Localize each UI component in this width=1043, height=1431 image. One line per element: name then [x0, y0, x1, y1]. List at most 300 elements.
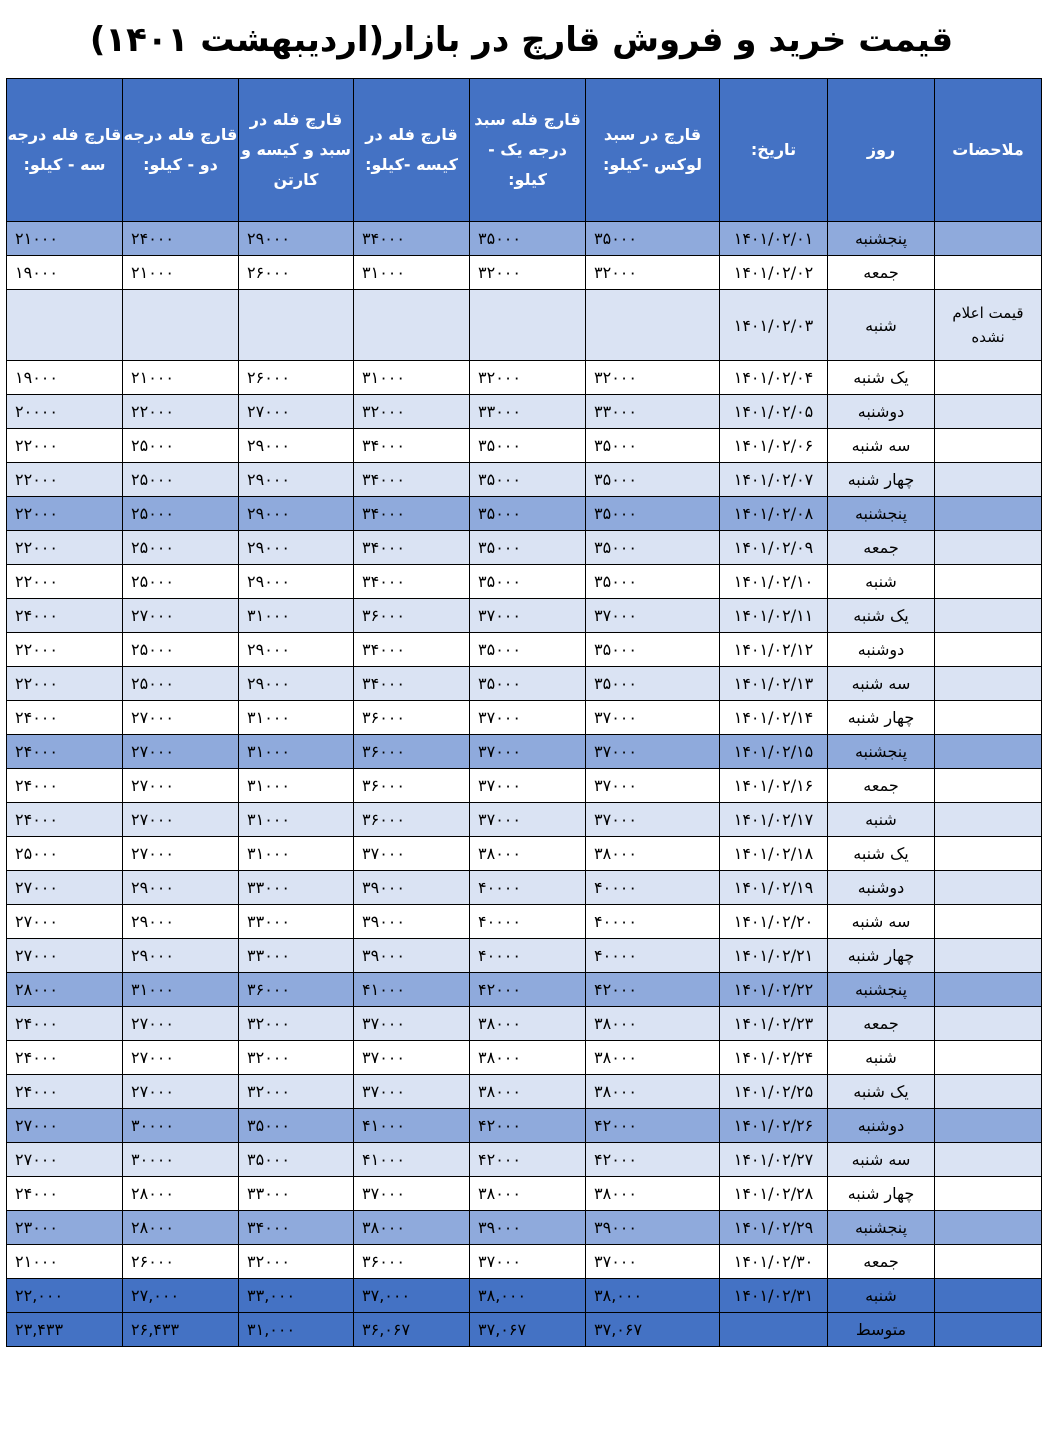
table-row [7, 735, 1042, 769]
cell-grade3: ۲۲۰۰۰ [7, 429, 123, 463]
cell-grade3: ۲۳۰۰۰ [7, 1211, 123, 1245]
cell-lux-basket: ۳۵۰۰۰ [586, 463, 720, 497]
table-row [7, 497, 1042, 531]
cell-bulk-basket-bag-carton: ۳۳۰۰۰ [239, 905, 354, 939]
cell-grade2: ۲۷۰۰۰ [123, 735, 239, 769]
cell-bulk-bag: ۳۷۰۰۰ [354, 837, 470, 871]
cell-lux-basket: ۳۲۰۰۰ [586, 256, 720, 290]
cell-bulk-bag: ۳۶۰۰۰ [354, 803, 470, 837]
cell-notes [935, 633, 1042, 667]
cell-date: ۱۴۰۱/۰۲/۰۸ [720, 497, 828, 531]
cell-date: ۱۴۰۱/۰۲/۱۵ [720, 735, 828, 769]
cell-bulk-basket-bag-carton: ۲۹۰۰۰ [239, 463, 354, 497]
cell-grade3: ۲۲۰۰۰ [7, 667, 123, 701]
cell-notes [935, 769, 1042, 803]
cell-grade3: ۲۲۰۰۰ [7, 497, 123, 531]
cell-date: ۱۴۰۱/۰۲/۰۵ [720, 395, 828, 429]
col-header-bulk-bag: قارچ فله در کیسه -کیلو: [354, 79, 470, 222]
cell-grade1-basket: ۳۲۰۰۰ [470, 361, 586, 395]
cell-grade3: ۲۵۰۰۰ [7, 837, 123, 871]
cell-day: جمعه [828, 256, 935, 290]
cell-grade3: ۲۴۰۰۰ [7, 599, 123, 633]
cell-notes [935, 1075, 1042, 1109]
cell-notes [935, 905, 1042, 939]
cell-notes [935, 939, 1042, 973]
cell-grade3: ۲۲,۰۰۰ [7, 1279, 123, 1313]
cell-bulk-bag: ۳۹۰۰۰ [354, 905, 470, 939]
table-row [7, 565, 1042, 599]
table-row [7, 599, 1042, 633]
cell-day: سه شنبه [828, 429, 935, 463]
cell-notes [935, 565, 1042, 599]
cell-date [720, 1313, 828, 1347]
cell-bulk-basket-bag-carton: ۳۵۰۰۰ [239, 1143, 354, 1177]
cell-day: دوشنبه [828, 871, 935, 905]
average-bulk-basket-bag-carton: ۳۱,۰۰۰ [239, 1313, 354, 1347]
cell-notes [935, 701, 1042, 735]
cell-grade1-basket: ۴۰۰۰۰ [470, 871, 586, 905]
cell-grade3: ۲۲۰۰۰ [7, 565, 123, 599]
cell-day: شنبه [828, 290, 935, 361]
cell-bulk-basket-bag-carton: ۲۹۰۰۰ [239, 667, 354, 701]
cell-bulk-basket-bag-carton: ۳۶۰۰۰ [239, 973, 354, 1007]
cell-day: شنبه [828, 1041, 935, 1075]
cell-date: ۱۴۰۱/۰۲/۰۲ [720, 256, 828, 290]
cell-bulk-basket-bag-carton: ۲۹۰۰۰ [239, 565, 354, 599]
cell-day: چهار شنبه [828, 463, 935, 497]
cell-grade3: ۲۲۰۰۰ [7, 531, 123, 565]
cell-date: ۱۴۰۱/۰۲/۲۳ [720, 1007, 828, 1041]
cell-bulk-bag: ۳۴۰۰۰ [354, 429, 470, 463]
table-row [7, 667, 1042, 701]
cell-date: ۱۴۰۱/۰۲/۲۸ [720, 1177, 828, 1211]
cell-day: شنبه [828, 1279, 935, 1313]
cell-bulk-basket-bag-carton: ۲۹۰۰۰ [239, 497, 354, 531]
cell-bulk-basket-bag-carton: ۳۲۰۰۰ [239, 1245, 354, 1279]
cell-grade2: ۲۹۰۰۰ [123, 905, 239, 939]
cell-lux-basket: ۳۹۰۰۰ [586, 1211, 720, 1245]
cell-date: ۱۴۰۱/۰۲/۰۷ [720, 463, 828, 497]
cell-grade2: ۲۷۰۰۰ [123, 1075, 239, 1109]
col-header-day: روز [828, 79, 935, 222]
cell-lux-basket: ۳۸۰۰۰ [586, 1041, 720, 1075]
cell-bulk-basket-bag-carton: ۳۲۰۰۰ [239, 1007, 354, 1041]
cell-bulk-bag: ۳۴۰۰۰ [354, 222, 470, 256]
table-row [7, 803, 1042, 837]
cell-grade2: ۲۵۰۰۰ [123, 463, 239, 497]
cell-grade3: ۲۱۰۰۰ [7, 1245, 123, 1279]
table-row [7, 531, 1042, 565]
cell-lux-basket: ۴۲۰۰۰ [586, 1109, 720, 1143]
cell-bulk-basket-bag-carton: ۳۱۰۰۰ [239, 803, 354, 837]
cell-lux-basket: ۳۷۰۰۰ [586, 803, 720, 837]
cell-lux-basket: ۳۸۰۰۰ [586, 1075, 720, 1109]
cell-grade3: ۲۴۰۰۰ [7, 1041, 123, 1075]
cell-date: ۱۴۰۱/۰۲/۱۴ [720, 701, 828, 735]
cell-day: چهار شنبه [828, 1177, 935, 1211]
cell-grade1-basket: ۳۸,۰۰۰ [470, 1279, 586, 1313]
average-bulk-bag: ۳۶,۰۶۷ [354, 1313, 470, 1347]
cell-bulk-bag: ۳۷۰۰۰ [354, 1075, 470, 1109]
cell-grade2: ۳۰۰۰۰ [123, 1143, 239, 1177]
cell-bulk-basket-bag-carton: ۲۹۰۰۰ [239, 222, 354, 256]
cell-grade1-basket: ۳۵۰۰۰ [470, 633, 586, 667]
cell-grade1-basket: ۳۵۰۰۰ [470, 565, 586, 599]
cell-grade1-basket: ۳۵۰۰۰ [470, 463, 586, 497]
col-header-grade1-basket: قارچ فله سبد درجه یک - کیلو: [470, 79, 586, 222]
cell-notes [935, 1279, 1042, 1313]
cell-day: پنجشنبه [828, 735, 935, 769]
cell-bulk-basket-bag-carton: ۳۱۰۰۰ [239, 837, 354, 871]
cell-grade2: ۲۶۰۰۰ [123, 1245, 239, 1279]
cell-date: ۱۴۰۱/۰۲/۱۱ [720, 599, 828, 633]
cell-bulk-basket-bag-carton [239, 290, 354, 361]
cell-lux-basket: ۳۳۰۰۰ [586, 395, 720, 429]
cell-grade3: ۲۷۰۰۰ [7, 905, 123, 939]
cell-date: ۱۴۰۱/۰۲/۱۲ [720, 633, 828, 667]
average-lux-basket: ۳۷,۰۶۷ [586, 1313, 720, 1347]
average-row [7, 1313, 1042, 1347]
table-row [7, 222, 1042, 256]
cell-notes [935, 1177, 1042, 1211]
cell-date: ۱۴۰۱/۰۲/۲۹ [720, 1211, 828, 1245]
cell-day: چهار شنبه [828, 701, 935, 735]
cell-grade2: ۲۷۰۰۰ [123, 1007, 239, 1041]
cell-bulk-bag: ۴۱۰۰۰ [354, 1143, 470, 1177]
cell-bulk-bag: ۳۹۰۰۰ [354, 871, 470, 905]
cell-grade1-basket: ۴۲۰۰۰ [470, 1109, 586, 1143]
table-row [7, 290, 1042, 361]
table-row [7, 939, 1042, 973]
cell-grade2: ۲۴۰۰۰ [123, 222, 239, 256]
cell-day: یک شنبه [828, 1075, 935, 1109]
cell-bulk-basket-bag-carton: ۲۶۰۰۰ [239, 256, 354, 290]
cell-lux-basket: ۳۸۰۰۰ [586, 1007, 720, 1041]
cell-bulk-bag: ۳۴۰۰۰ [354, 497, 470, 531]
cell-grade2: ۳۱۰۰۰ [123, 973, 239, 1007]
cell-grade1-basket: ۳۵۰۰۰ [470, 497, 586, 531]
table-row [7, 1109, 1042, 1143]
cell-date: ۱۴۰۱/۰۲/۰۳ [720, 290, 828, 361]
cell-grade2: ۲۸۰۰۰ [123, 1211, 239, 1245]
cell-grade2: ۲۵۰۰۰ [123, 565, 239, 599]
cell-bulk-basket-bag-carton: ۳۵۰۰۰ [239, 1109, 354, 1143]
cell-bulk-basket-bag-carton: ۳۱۰۰۰ [239, 769, 354, 803]
table-row [7, 1245, 1042, 1279]
cell-lux-basket: ۳۸,۰۰۰ [586, 1279, 720, 1313]
cell-day: یک شنبه [828, 361, 935, 395]
cell-notes [935, 1109, 1042, 1143]
cell-date: ۱۴۰۱/۰۲/۱۹ [720, 871, 828, 905]
cell-grade2: ۲۷,۰۰۰ [123, 1279, 239, 1313]
cell-bulk-bag: ۳۴۰۰۰ [354, 531, 470, 565]
cell-day: جمعه [828, 1007, 935, 1041]
cell-date: ۱۴۰۱/۰۲/۲۲ [720, 973, 828, 1007]
cell-bulk-bag: ۳۱۰۰۰ [354, 361, 470, 395]
cell-date: ۱۴۰۱/۰۲/۱۷ [720, 803, 828, 837]
cell-bulk-basket-bag-carton: ۳۱۰۰۰ [239, 599, 354, 633]
cell-notes [935, 531, 1042, 565]
cell-day: شنبه [828, 803, 935, 837]
cell-lux-basket: ۴۲۰۰۰ [586, 973, 720, 1007]
cell-grade2: ۲۹۰۰۰ [123, 939, 239, 973]
cell-bulk-bag: ۳۶۰۰۰ [354, 1245, 470, 1279]
cell-grade3: ۲۲۰۰۰ [7, 463, 123, 497]
cell-bulk-basket-bag-carton: ۳۲۰۰۰ [239, 1075, 354, 1109]
table-row [7, 837, 1042, 871]
cell-notes [935, 1007, 1042, 1041]
cell-grade2: ۲۵۰۰۰ [123, 429, 239, 463]
price-table [6, 78, 1042, 1347]
cell-bulk-basket-bag-carton: ۲۷۰۰۰ [239, 395, 354, 429]
cell-bulk-bag: ۳۱۰۰۰ [354, 256, 470, 290]
cell-bulk-bag: ۳۴۰۰۰ [354, 633, 470, 667]
col-header-bulk-basket-bag-carton: قارچ فله در سبد و کیسه و کارتن [239, 79, 354, 222]
cell-grade2: ۲۷۰۰۰ [123, 837, 239, 871]
cell-lux-basket [586, 290, 720, 361]
cell-bulk-basket-bag-carton: ۲۶۰۰۰ [239, 361, 354, 395]
cell-bulk-bag: ۳۴۰۰۰ [354, 667, 470, 701]
cell-bulk-bag: ۳۶۰۰۰ [354, 599, 470, 633]
table-row [7, 256, 1042, 290]
header-row [7, 79, 1042, 222]
cell-bulk-basket-bag-carton: ۳۱۰۰۰ [239, 735, 354, 769]
cell-bulk-bag: ۴۱۰۰۰ [354, 1109, 470, 1143]
cell-notes [935, 735, 1042, 769]
cell-bulk-bag: ۳۷,۰۰۰ [354, 1279, 470, 1313]
cell-grade2: ۲۵۰۰۰ [123, 531, 239, 565]
table-row [7, 633, 1042, 667]
table-row [7, 1143, 1042, 1177]
col-header-grade3: قارچ فله درجه سه - کیلو: [7, 79, 123, 222]
table-row [7, 463, 1042, 497]
cell-notes [935, 973, 1042, 1007]
cell-notes [935, 1245, 1042, 1279]
cell-date: ۱۴۰۱/۰۲/۰۱ [720, 222, 828, 256]
cell-lux-basket: ۴۰۰۰۰ [586, 939, 720, 973]
cell-lux-basket: ۴۲۰۰۰ [586, 1143, 720, 1177]
average-grade3: ۲۳,۴۳۳ [7, 1313, 123, 1347]
cell-grade3: ۲۷۰۰۰ [7, 1143, 123, 1177]
cell-date: ۱۴۰۱/۰۲/۲۴ [720, 1041, 828, 1075]
table-row [7, 905, 1042, 939]
cell-bulk-bag: ۳۶۰۰۰ [354, 701, 470, 735]
average-label: متوسط [828, 1313, 935, 1347]
cell-grade1-basket: ۴۰۰۰۰ [470, 939, 586, 973]
cell-day: دوشنبه [828, 1109, 935, 1143]
cell-grade1-basket: ۳۵۰۰۰ [470, 429, 586, 463]
cell-grade3 [7, 290, 123, 361]
cell-grade3: ۲۰۰۰۰ [7, 395, 123, 429]
cell-grade3: ۲۲۰۰۰ [7, 633, 123, 667]
cell-lux-basket: ۳۸۰۰۰ [586, 1177, 720, 1211]
cell-lux-basket: ۳۷۰۰۰ [586, 599, 720, 633]
cell-grade1-basket: ۳۷۰۰۰ [470, 769, 586, 803]
cell-day: جمعه [828, 1245, 935, 1279]
cell-day: جمعه [828, 769, 935, 803]
cell-bulk-bag: ۳۷۰۰۰ [354, 1041, 470, 1075]
cell-grade1-basket: ۳۸۰۰۰ [470, 1177, 586, 1211]
cell-day: پنجشنبه [828, 497, 935, 531]
cell-day: دوشنبه [828, 395, 935, 429]
cell-grade1-basket: ۳۷۰۰۰ [470, 701, 586, 735]
cell-grade1-basket: ۴۲۰۰۰ [470, 1143, 586, 1177]
cell-lux-basket: ۴۰۰۰۰ [586, 905, 720, 939]
cell-day: شنبه [828, 565, 935, 599]
cell-grade2 [123, 290, 239, 361]
cell-day: پنجشنبه [828, 973, 935, 1007]
cell-date: ۱۴۰۱/۰۲/۲۷ [720, 1143, 828, 1177]
table-row [7, 395, 1042, 429]
cell-grade1-basket: ۳۸۰۰۰ [470, 1007, 586, 1041]
cell-bulk-basket-bag-carton: ۲۹۰۰۰ [239, 633, 354, 667]
table-row [7, 1279, 1042, 1313]
cell-grade3: ۲۷۰۰۰ [7, 939, 123, 973]
cell-grade1-basket: ۳۷۰۰۰ [470, 1245, 586, 1279]
cell-date: ۱۴۰۱/۰۲/۱۰ [720, 565, 828, 599]
cell-bulk-basket-bag-carton: ۳۴۰۰۰ [239, 1211, 354, 1245]
cell-bulk-bag: ۳۷۰۰۰ [354, 1007, 470, 1041]
cell-notes [935, 256, 1042, 290]
cell-grade1-basket: ۳۵۰۰۰ [470, 667, 586, 701]
cell-grade1-basket [470, 290, 586, 361]
cell-grade3: ۲۴۰۰۰ [7, 701, 123, 735]
cell-date: ۱۴۰۱/۰۲/۲۶ [720, 1109, 828, 1143]
cell-grade2: ۲۷۰۰۰ [123, 1041, 239, 1075]
table-body [7, 222, 1042, 1347]
cell-lux-basket: ۳۵۰۰۰ [586, 531, 720, 565]
cell-lux-basket: ۳۵۰۰۰ [586, 565, 720, 599]
table-row [7, 701, 1042, 735]
cell-grade3: ۱۹۰۰۰ [7, 256, 123, 290]
cell-bulk-bag: ۳۸۰۰۰ [354, 1211, 470, 1245]
cell-bulk-basket-bag-carton: ۳۳۰۰۰ [239, 1177, 354, 1211]
cell-lux-basket: ۳۵۰۰۰ [586, 429, 720, 463]
cell-grade1-basket: ۳۵۰۰۰ [470, 222, 586, 256]
average-grade2: ۲۶,۴۳۳ [123, 1313, 239, 1347]
cell-bulk-basket-bag-carton: ۲۹۰۰۰ [239, 429, 354, 463]
col-header-date: تاریخ: [720, 79, 828, 222]
cell-grade3: ۱۹۰۰۰ [7, 361, 123, 395]
cell-grade2: ۲۹۰۰۰ [123, 871, 239, 905]
cell-date: ۱۴۰۱/۰۲/۱۳ [720, 667, 828, 701]
col-header-grade2: قارچ فله درجه دو - کیلو: [123, 79, 239, 222]
cell-date: ۱۴۰۱/۰۲/۰۶ [720, 429, 828, 463]
table-row [7, 973, 1042, 1007]
cell-day: پنجشنبه [828, 1211, 935, 1245]
cell-notes [935, 395, 1042, 429]
table-row [7, 361, 1042, 395]
cell-lux-basket: ۳۷۰۰۰ [586, 769, 720, 803]
cell-lux-basket: ۳۵۰۰۰ [586, 633, 720, 667]
cell-grade3: ۲۴۰۰۰ [7, 1177, 123, 1211]
cell-date: ۱۴۰۱/۰۲/۲۰ [720, 905, 828, 939]
cell-notes [935, 1313, 1042, 1347]
cell-bulk-bag: ۳۴۰۰۰ [354, 565, 470, 599]
table-row [7, 1211, 1042, 1245]
cell-grade1-basket: ۳۸۰۰۰ [470, 837, 586, 871]
cell-grade2: ۲۲۰۰۰ [123, 395, 239, 429]
cell-grade1-basket: ۳۷۰۰۰ [470, 599, 586, 633]
cell-day: سه شنبه [828, 667, 935, 701]
cell-lux-basket: ۳۸۰۰۰ [586, 837, 720, 871]
cell-notes [935, 222, 1042, 256]
cell-grade1-basket: ۳۳۰۰۰ [470, 395, 586, 429]
cell-notes [935, 1211, 1042, 1245]
col-header-lux-basket: قارچ در سبد لوکس -کیلو: [586, 79, 720, 222]
cell-day: یک شنبه [828, 599, 935, 633]
cell-grade3: ۲۷۰۰۰ [7, 1109, 123, 1143]
cell-notes [935, 463, 1042, 497]
cell-grade3: ۲۴۰۰۰ [7, 769, 123, 803]
cell-notes [935, 1143, 1042, 1177]
cell-notes [935, 429, 1042, 463]
cell-lux-basket: ۳۷۰۰۰ [586, 735, 720, 769]
cell-date: ۱۴۰۱/۰۲/۱۶ [720, 769, 828, 803]
cell-bulk-bag: ۳۹۰۰۰ [354, 939, 470, 973]
cell-date: ۱۴۰۱/۰۲/۳۰ [720, 1245, 828, 1279]
cell-grade1-basket: ۳۷۰۰۰ [470, 735, 586, 769]
cell-notes [935, 803, 1042, 837]
cell-grade3: ۲۴۰۰۰ [7, 735, 123, 769]
cell-grade1-basket: ۳۵۰۰۰ [470, 531, 586, 565]
cell-grade1-basket: ۴۲۰۰۰ [470, 973, 586, 1007]
cell-day: پنجشنبه [828, 222, 935, 256]
cell-grade2: ۲۵۰۰۰ [123, 497, 239, 531]
cell-grade2: ۲۷۰۰۰ [123, 803, 239, 837]
cell-grade1-basket: ۳۸۰۰۰ [470, 1075, 586, 1109]
cell-grade2: ۲۷۰۰۰ [123, 769, 239, 803]
cell-lux-basket: ۳۲۰۰۰ [586, 361, 720, 395]
table-row [7, 871, 1042, 905]
cell-day: دوشنبه [828, 633, 935, 667]
cell-date: ۱۴۰۱/۰۲/۰۴ [720, 361, 828, 395]
cell-grade2: ۲۸۰۰۰ [123, 1177, 239, 1211]
table-row [7, 1007, 1042, 1041]
cell-notes [935, 837, 1042, 871]
cell-grade2: ۲۱۰۰۰ [123, 361, 239, 395]
cell-lux-basket: ۳۷۰۰۰ [586, 1245, 720, 1279]
cell-notes: قیمت اعلام نشده [935, 290, 1042, 361]
cell-grade2: ۲۱۰۰۰ [123, 256, 239, 290]
cell-date: ۱۴۰۱/۰۲/۱۸ [720, 837, 828, 871]
cell-date: ۱۴۰۱/۰۲/۲۱ [720, 939, 828, 973]
cell-notes [935, 871, 1042, 905]
table-row [7, 429, 1042, 463]
cell-grade3: ۲۴۰۰۰ [7, 803, 123, 837]
cell-bulk-basket-bag-carton: ۳۳۰۰۰ [239, 939, 354, 973]
cell-bulk-basket-bag-carton: ۲۹۰۰۰ [239, 531, 354, 565]
cell-date: ۱۴۰۱/۰۲/۰۹ [720, 531, 828, 565]
table-row [7, 1177, 1042, 1211]
cell-lux-basket: ۳۵۰۰۰ [586, 222, 720, 256]
cell-date: ۱۴۰۱/۰۲/۳۱ [720, 1279, 828, 1313]
cell-grade3: ۲۴۰۰۰ [7, 1007, 123, 1041]
cell-grade3: ۲۸۰۰۰ [7, 973, 123, 1007]
cell-bulk-bag: ۳۶۰۰۰ [354, 769, 470, 803]
cell-grade2: ۳۰۰۰۰ [123, 1109, 239, 1143]
table-row [7, 1041, 1042, 1075]
cell-bulk-basket-bag-carton: ۳۲۰۰۰ [239, 1041, 354, 1075]
cell-notes [935, 1041, 1042, 1075]
cell-grade1-basket: ۴۰۰۰۰ [470, 905, 586, 939]
cell-grade1-basket: ۳۷۰۰۰ [470, 803, 586, 837]
cell-bulk-bag: ۳۶۰۰۰ [354, 735, 470, 769]
cell-day: جمعه [828, 531, 935, 565]
cell-bulk-bag [354, 290, 470, 361]
cell-grade2: ۲۷۰۰۰ [123, 599, 239, 633]
cell-grade1-basket: ۳۸۰۰۰ [470, 1041, 586, 1075]
